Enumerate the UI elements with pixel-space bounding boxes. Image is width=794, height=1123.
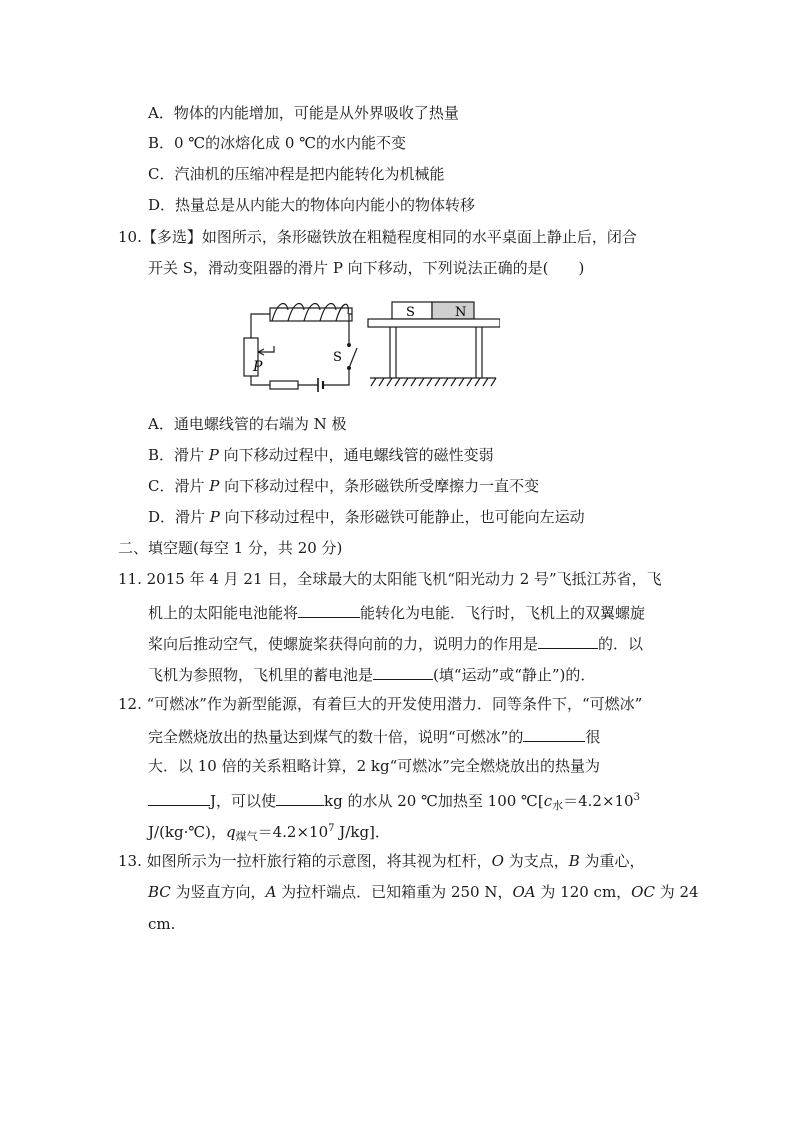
answer-blank[interactable] (298, 601, 360, 618)
table-with-magnet (368, 302, 500, 386)
q10-option-d: D．滑片 P 向下移动过程中，条形磁铁可能静止，也可能向左运动 (148, 508, 585, 526)
answer-blank[interactable] (373, 663, 433, 680)
magnet-n-half (432, 302, 474, 319)
floor-hatching (371, 378, 496, 386)
q12-line1: 12. “可燃冰”作为新型能源，有着巨大的开发使用潜力．同等条件下，“可燃冰” (118, 695, 643, 713)
answer-blank[interactable] (148, 789, 210, 806)
q10-stem-line2: 开关 S，滑动变阻器的滑片 P 向下移动，下列说法正确的是( ) (148, 259, 585, 277)
q10-option-a: A．通电螺线管的右端为 N 极 (148, 415, 347, 433)
switch-label: S (333, 350, 342, 365)
q13-line2: BC 为竖直方向，A 为拉杆端点．已知箱重为 250 N，OA 为 120 cm，OC 为 24 (148, 883, 699, 901)
q12-line2: 完全燃烧放出的热量达到煤气的数十倍，说明“可燃冰”的 很 (148, 725, 600, 747)
slider-label: P (253, 359, 263, 375)
q10-option-c: C．滑片 P 向下移动过程中，条形磁铁所受摩擦力一直不变 (148, 477, 540, 495)
q10-stem-line1: 10.【多选】如图所示，条形磁铁放在粗糙程度相同的水平桌面上静止后，闭合 (118, 228, 637, 246)
q9-option-a: A．物体的内能增加，可能是从外界吸收了热量 (148, 104, 459, 122)
table-leg-left (390, 327, 396, 378)
q9-option-b: B．0 ℃的冰熔化成 0 ℃的水内能不变 (148, 134, 406, 152)
q11-line4: 飞机为参照物，飞机里的蓄电池是 (填“运动”或“静止”)的． (148, 663, 595, 685)
answer-blank[interactable] (523, 725, 585, 742)
section-heading: 二、填空题(每空 1 分，共 20 分) (118, 539, 343, 557)
table-leg-right (476, 327, 482, 378)
magnet-s-label: S (406, 305, 415, 320)
q12-line3: 大．以 10 倍的关系粗略计算，2 kg“可燃冰”完全燃烧放出的热量为 (148, 757, 600, 775)
q12-line5: J/(kg·℃)，$q_{煤气}=4.2\times 10^7$ J/kg]． (148, 823, 390, 843)
solenoid-coil (272, 304, 348, 321)
answer-blank[interactable] (538, 632, 598, 649)
table-top (368, 319, 500, 327)
q12-line4: J，可以使 kg 的水从 20 ℃加热至 100 $℃[c_水=4.2\times 10^3$ (148, 788, 640, 816)
circuit-diagram (244, 304, 357, 392)
q10-option-b: B．滑片 P 向下移动过程中，通电螺线管的磁性变弱 (148, 446, 494, 464)
q11-line1: 11. 2015 年 4 月 21 日，全球最大的太阳能飞机“阳光动力 2 号”飞抵江苏省，飞 (118, 570, 662, 588)
magnet-n-label: N (455, 305, 467, 320)
q13-line3: cm. (148, 915, 176, 933)
q9-option-d: D．热量总是从内能大的物体向内能小的物体转移 (148, 196, 476, 214)
q10-figure (230, 298, 500, 394)
q11-line3: 桨向后推动空气，使螺旋桨获得向前的力，说明力的作用是 的．以 (148, 632, 643, 654)
q9-option-c: C．汽油机的压缩冲程是把内能转化为机械能 (148, 165, 445, 183)
resistor (270, 381, 298, 389)
q11-line2: 机上的太阳能电池能将 能转化为电能．飞行时，飞机上的双翼螺旋 (148, 601, 645, 623)
answer-blank[interactable] (276, 789, 324, 806)
q13-line1: 13. 如图所示为一拉杆旅行箱的示意图，将其视为杠杆，O 为支点，B 为重心， (118, 852, 645, 870)
